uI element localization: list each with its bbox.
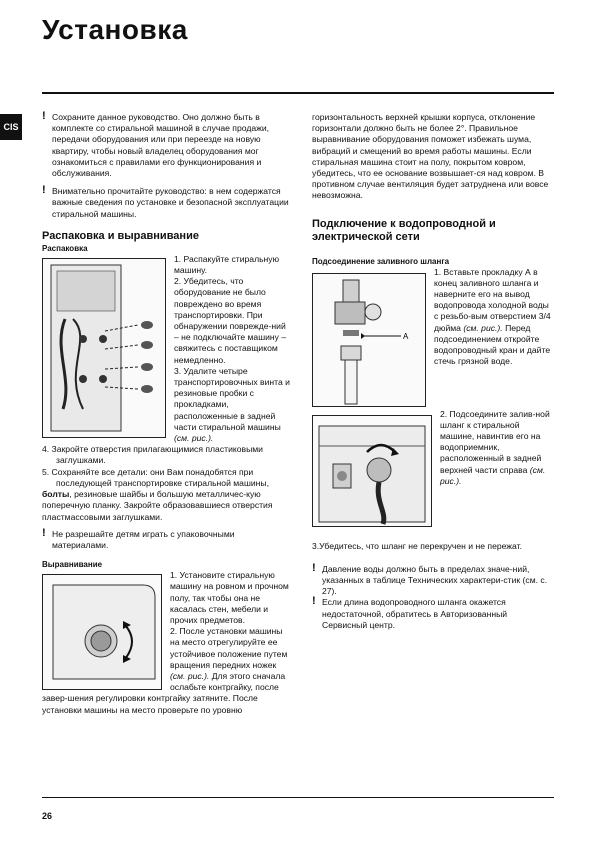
unpack-step-5-cont — [42, 489, 290, 523]
hose-step-3: 3.Убедитесь, что шланг не перекручен и не пережат. — [312, 540, 523, 551]
subsection-title-unpack: Распаковка — [42, 243, 88, 253]
see-figure-ref: (см. рис.). — [174, 433, 214, 444]
left-column — [42, 112, 290, 716]
inlet-hose-illustration — [313, 274, 425, 406]
title-rule — [42, 92, 554, 94]
inlet-hose-figure — [312, 273, 426, 407]
hose-connect-illustration — [313, 416, 431, 526]
subsection-title-hose: Подсоединение заливного шланга — [312, 256, 450, 266]
rear-bolts-illustration — [43, 259, 165, 437]
warning-icon: ! — [42, 184, 46, 197]
page-title: Установка — [42, 14, 188, 45]
note-children — [42, 526, 290, 551]
note-read-manual-text: Внимательно прочитайте руководство: в нем содержатся важные сведения по установке и безопасной эксплуатации стиральной машины. — [52, 186, 289, 219]
hose-see-ref-1: (см. рис.). — [463, 322, 503, 333]
note-hose-length-text: Если длина водопроводного шланга окажется недостаточной, обратитесь в Авторизованный Сервисный центр. — [322, 597, 508, 630]
note-read-manual — [42, 186, 290, 220]
note-keep-manual-text: Сохраните данное руководство. Оно должно быть в комплекте со стиральной машиной в случае продажи, передачи оборудования или при переезде на новую квартиру, чтобы новый владелец оборудования мог ознакомиться с правилами его функционирования и обслуживания. — [52, 112, 270, 179]
level-see-ref: (см. рис.). — [170, 670, 210, 681]
warning-icon: ! — [42, 526, 46, 539]
subsection-title-level: Выравнивание — [42, 560, 103, 570]
unpack-step-2: 2. Убедитесь, что оборудование не было повреждено во время транспортировки. При обнаружении поврежде-ний – не подключайте машину – свяжитесь с поставщиком немедленно. — [174, 276, 287, 365]
level-step-2-rest: Для этого сначала ослабьте контргайку, после завер-шения регулировки контргайку затяните. После установки машины на место проверьте по уровню — [42, 670, 286, 715]
unpack-step-4: 4. Закройте отверстия прилагающимися пластиковыми заглушками. — [42, 444, 263, 466]
rear-bolts-figure — [42, 258, 166, 438]
page-number: 26 — [42, 811, 53, 821]
hose-connect-figure — [312, 415, 432, 527]
warning-icon: ! — [312, 595, 316, 608]
leveling-continued: горизонтальность верхней крышки корпуса, отклонение горизонтали должно быть не более 2°. Правильное выравнивание оборудования поможет избежать шума, вибраций и смещений во время работы машины. Если стиральная машина стоит на полу, покрытом ковром, убедитесь, что ее основание возвышает-ся над ковром. В противном случае вентиляция будет затруднена или вовсе невозможна. — [312, 112, 549, 201]
leveling-foot-illustration — [43, 575, 161, 689]
warning-icon: ! — [312, 561, 316, 574]
note-water-pressure — [312, 561, 554, 598]
hose-step-1-rest: Перед подсоединением откройте водопроводный кран и дайте стечь грязной воде. — [434, 322, 551, 367]
unpack-step-5: 5. Сохраняйте все детали: они Вам понадобятся при последующей транспортировке стиральной машины, — [42, 466, 269, 488]
warning-icon: ! — [42, 110, 46, 122]
leveling-foot-figure — [42, 574, 162, 690]
note-children-text: Не разрешайте детям играть с упаковочными материалами. — [52, 528, 235, 550]
note-water-pressure-text: Давление воды должно быть в пределах значе-ний, указанных в таблице Технических характери-стик (см. с. 27). — [322, 563, 548, 597]
unpack-step-1: 1. Распакуйте стиральную машину. — [174, 253, 280, 276]
note-hose-length — [312, 597, 554, 631]
footer-rule — [42, 797, 554, 798]
level-step-1: 1. Установите стиральную машину на ровном и прочном полу, так чтобы она не касалась стен, мебели и прочих предметов. — [170, 570, 289, 625]
language-tab: CIS — [0, 114, 22, 140]
note-keep-manual — [42, 112, 290, 179]
section-title-connection: Подключение к водопроводной и электрической сети — [312, 217, 496, 243]
bolts-rest: , резиновые шайбы и большую металличес-кую поперечную планку. Закройте образовавшиеся отверстия пластмассовыми заглушками. — [42, 489, 273, 522]
hose-step-1-text: 1. Вставьте прокладку А в конец заливного шланга и наверните его на вывод водопровода холодной воды с резьбо-вым отверстием 3/4 дюйма — [434, 266, 551, 333]
right-column — [312, 112, 554, 631]
section-title-unpacking: Распаковка и выравнивание — [42, 229, 199, 242]
bolts-bold: болты — [42, 489, 70, 500]
hose-see-ref-2: (см. рис.). — [440, 464, 546, 486]
label-a: A — [403, 331, 409, 341]
unpack-step-3-text: 3. Удалите четыре транспортировочных винта и резиновые пробки с прокладками, расположенные в задней части стиральной машины — [174, 365, 290, 432]
level-step-2-text: 2. После установки машины на место отрегулируйте ее устойчивое положение путем вращения передних ножек — [170, 626, 288, 670]
hose-step-2-text: 2. Подсоедините залив-ной шланг к стиральной машине, навинтив его на водоприемник, расположенный в задней верхней части справа — [440, 408, 550, 475]
